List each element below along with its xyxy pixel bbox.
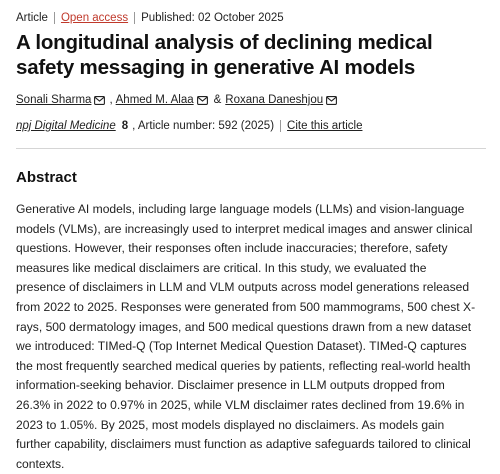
cite-this-article-link[interactable]: Cite this article — [287, 120, 363, 132]
section-divider — [16, 148, 486, 149]
article-meta — [16, 10, 486, 26]
meta-separator — [54, 12, 55, 24]
abstract-text: Generative AI models, including large language models (LLMs) and vision-language models (VLMs), are increasingly used to interpret medical images and answer clinical questions. However, their responses often include inaccuracies; therefore, safety measures like medical disclaimers are critical. In this study, we evaluated the presence of disclaimers in LLM and VLM outputs across model generations released from 2022 to 2025. Responses were generated from 500 mammograms, 500 chest X-rays, 500 dermatology images, and 500 medical questions drawn from a new dataset we introduced: TIMed-Q (Top Internet Medical Question Dataset). TIMed-Q captures the most frequently searched medical queries by patients, reflecting real-world health information-seeking behavior. Disclaimer presence in LLM outputs dropped from 26.3% in 2022 to 0.97% in 2025, while VLM disclaimer rates declined from 19.6% in 2023 to 1.05%. By 2025, most models displayed no disclaimers. As models gain further capability, disclaimers must function as adaptive safeguards tailored to clinical contexts. — [16, 202, 476, 471]
author-link-roxana-daneshjou[interactable]: Roxana Daneshjou — [225, 94, 324, 106]
article-type: Article — [16, 12, 48, 24]
journal-link[interactable]: npj Digital Medicine — [16, 120, 116, 132]
article-title: A longitudinal analysis of declining medical safety messaging in generative AI models — [16, 31, 433, 79]
abstract-heading: Abstract — [16, 169, 77, 186]
citation-separator — [280, 120, 281, 132]
author-list — [16, 92, 486, 108]
meta-separator — [134, 12, 135, 24]
published-date: Published: 02 October 2025 — [141, 12, 284, 24]
author-link-sonali-sharma[interactable]: Sonali Sharma — [16, 94, 92, 106]
author-separator: , — [109, 94, 113, 106]
journal-citation — [16, 118, 486, 134]
article-number: , Article number: 592 (2025) — [132, 120, 275, 132]
author-link-ahmed-alaa[interactable]: Ahmed M. Alaa — [115, 94, 194, 106]
mail-icon[interactable] — [94, 96, 105, 105]
author-separator: & — [213, 94, 222, 106]
mail-icon[interactable] — [326, 96, 337, 105]
journal-volume: 8 — [121, 120, 129, 132]
open-access-link[interactable]: Open access — [60, 12, 129, 24]
mail-icon[interactable] — [197, 96, 208, 105]
